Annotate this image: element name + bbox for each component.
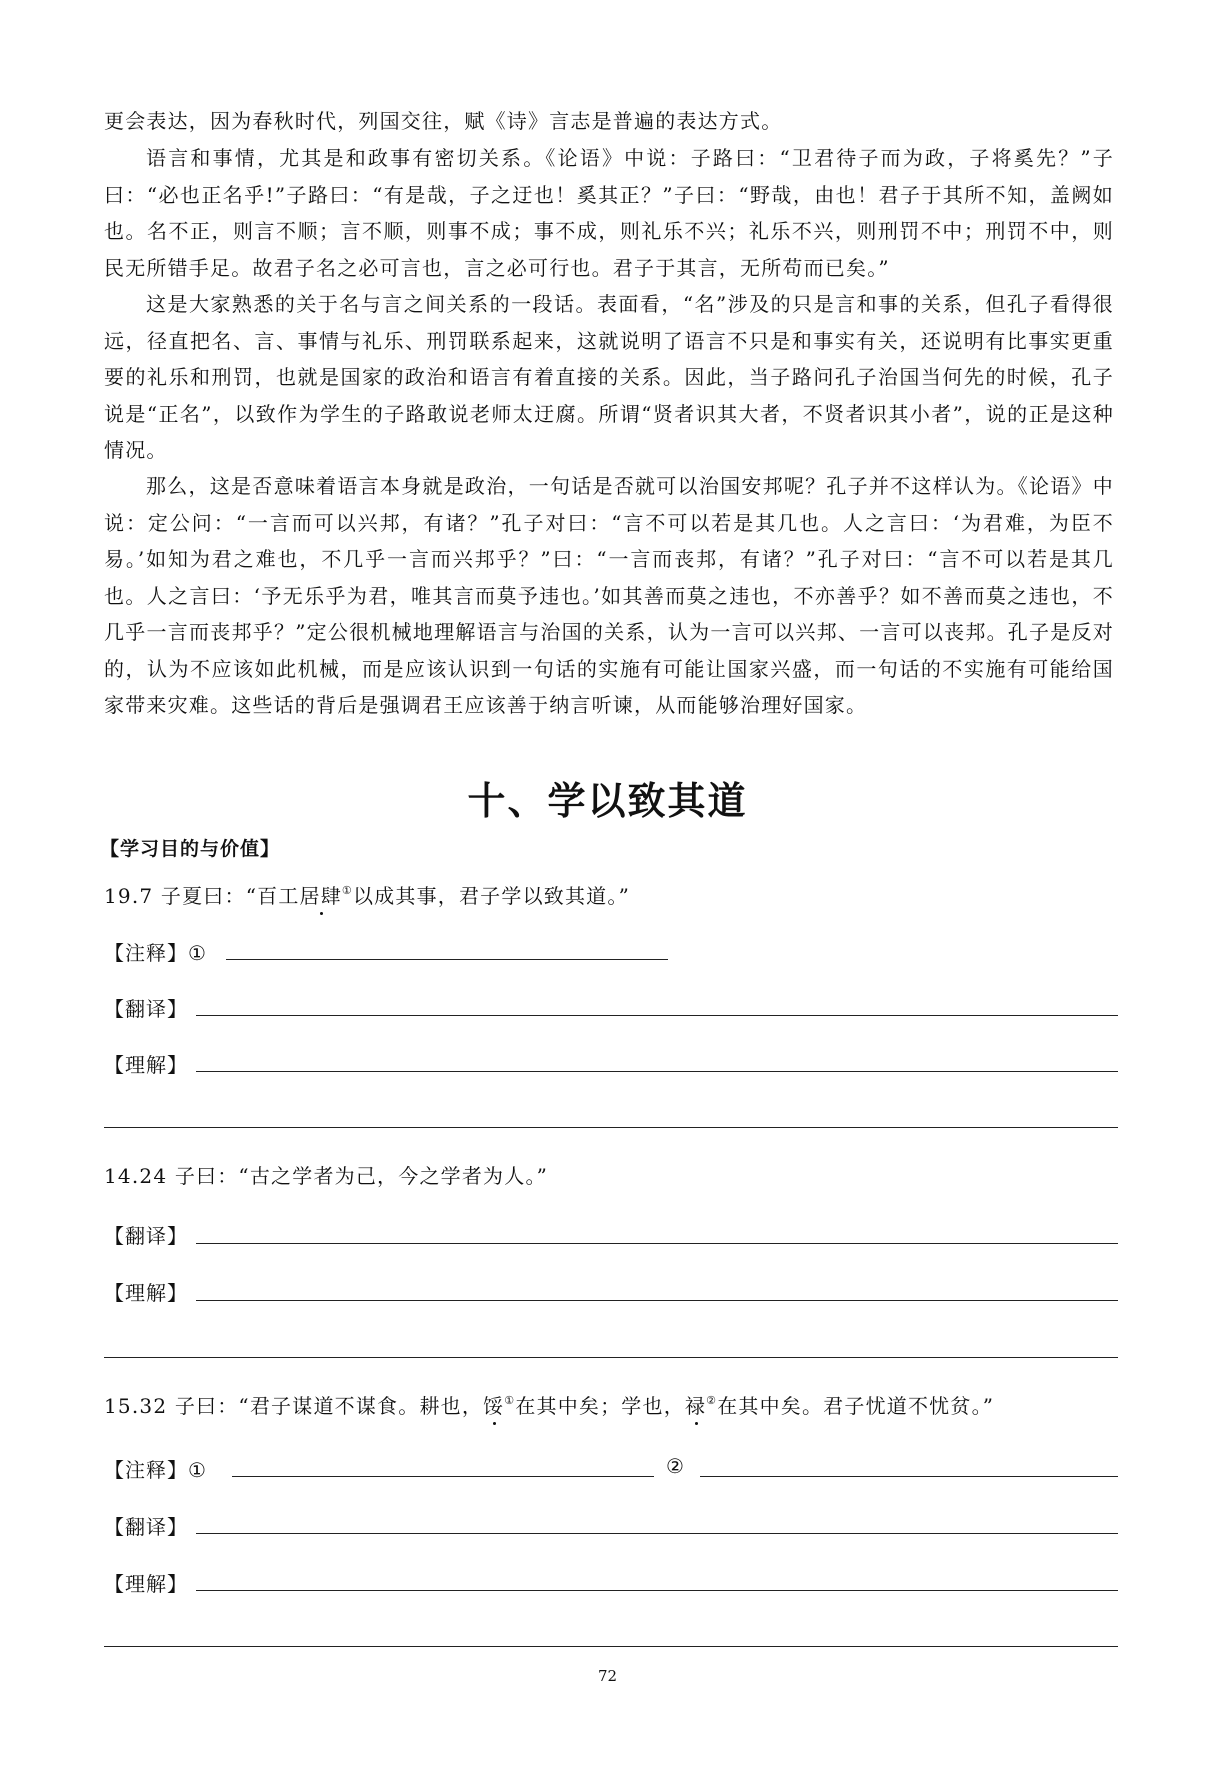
paragraph-2: 语言和事情，尤其是和政事有密切关系。《论语》中说：子路曰：“卫君待子而为政，子将奚先？”子曰：“必也正名乎!”子路曰：“有是哉，子之迂也！奚其正？”子曰：“野哉，由也！君子于其所不知，盖阙如也。名不正，则言不顺；言不顺，则事不成；事不成，则礼乐不兴；礼乐不兴，则刑罚不中；刑罚不中，则民无所错手足。故君子名之必可言也，言之必可行也。君子于其言，无所苟而已矣。” — [104, 146, 1114, 280]
dotted-term: 禄 — [684, 1394, 707, 1418]
understand-answer-line-2[interactable] — [104, 1646, 1118, 1647]
page-number: 72 — [597, 1667, 618, 1685]
quote-prefix: 15.32 子曰：“君子谋道不谋食。耕也， — [104, 1394, 484, 1418]
understand-answer-line-2[interactable] — [104, 1127, 1118, 1128]
quote-middle: 在其中矣；学也， — [515, 1394, 685, 1418]
note-1-answer-line[interactable] — [226, 959, 668, 960]
paragraph-4: 那么，这是否意味着语言本身就是政治，一句话是否就可以治国安邦呢？孔子并不这样认为。《论语》中说：定公问：“一言而可以兴邦，有诸？”孔子对曰：“言不可以若是其几也。人之言曰：‘为君难，为臣不易。’如知为君之难也，不几乎一言而兴邦乎？”曰：“一言而丧邦，有诸？”孔子对曰：“言不可以若是其几也。人之言曰：‘予无乐乎为君，唯其言而莫予违也。’如其善而莫之违也，不亦善乎？如不善而莫之违也，不几乎一言而丧邦乎？”定公很机械地理解语言与治国的关系，认为一言可以兴邦、一言可以丧邦。孔子是反对的，认为不应该如此机械，而是应该认识到一句话的实施有可能让国家兴盛，而一句话的不实施有可能给国家带来灾难。这些话的背后是强调君王应该善于纳言听谏，从而能够治理好国家。 — [104, 474, 1114, 717]
note-mark: ② — [706, 1394, 718, 1407]
dotted-term: 馁 — [483, 1394, 505, 1418]
note-label-text: 【注释】 — [104, 941, 188, 965]
translate-answer-line[interactable] — [196, 1533, 1118, 1534]
quote-14-24: 14.24 子曰：“古之学者为己，今之学者为人。” — [104, 1164, 549, 1188]
note-1-answer-line[interactable] — [232, 1476, 654, 1477]
dotted-term: 居肆 — [299, 884, 342, 908]
translate-answer-line[interactable] — [196, 1243, 1118, 1244]
translate-label: 【翻译】 — [104, 1224, 188, 1248]
quote-prefix: 19.7 子夏曰：“百工 — [104, 884, 300, 908]
note-mark: ① — [341, 884, 353, 897]
note-mark: ① — [504, 1394, 516, 1407]
note-number: ① — [188, 1458, 207, 1482]
understand-label: 【理解】 — [104, 1572, 188, 1596]
note-number-2: ② — [666, 1454, 685, 1478]
translate-label: 【翻译】 — [104, 997, 188, 1021]
quote-15-32 — [104, 1390, 994, 1419]
quote-19-7 — [104, 880, 630, 909]
note-number: ① — [188, 941, 207, 965]
understand-label: 【理解】 — [104, 1053, 188, 1077]
understand-answer-line[interactable] — [196, 1071, 1118, 1072]
note-label — [104, 1454, 207, 1483]
understand-answer-line[interactable] — [196, 1300, 1118, 1301]
section-title: 十、学以致其道 — [467, 779, 748, 823]
note-2-answer-line[interactable] — [700, 1476, 1118, 1477]
quote-suffix: 以成其事，君子学以致其道。” — [352, 884, 631, 908]
quote-suffix: 在其中矣。君子忧道不忧贫。” — [717, 1394, 995, 1418]
section-heading: 【学习目的与价值】 — [100, 838, 281, 860]
translate-label: 【翻译】 — [104, 1515, 188, 1539]
understand-label: 【理解】 — [104, 1281, 188, 1305]
paragraph-1: 更会表达，因为春秋时代，列国交往，赋《诗》言志是普遍的表达方式。 — [104, 109, 783, 133]
note-label — [104, 937, 207, 966]
understand-answer-line[interactable] — [196, 1590, 1118, 1591]
paragraph-3: 这是大家熟悉的关于名与言之间关系的一段话。表面看，“名”涉及的只是言和事的关系，但孔子看得很远，径直把名、言、事情与礼乐、刑罚联系起来，这就说明了语言不只是和事实有关，还说明有比事实更重要的礼乐和刑罚，也就是国家的政治和语言有着直接的关系。因此，当子路问孔子治国当何先的时候，孔子说是“正名”，以致作为学生的子路敢说老师太迂腐。所谓“贤者识其大者，不贤者识其小者”，说的正是这种情况。 — [104, 292, 1114, 462]
understand-answer-line-2[interactable] — [104, 1357, 1118, 1358]
note-label-text: 【注释】 — [104, 1458, 188, 1482]
translate-answer-line[interactable] — [196, 1015, 1118, 1016]
